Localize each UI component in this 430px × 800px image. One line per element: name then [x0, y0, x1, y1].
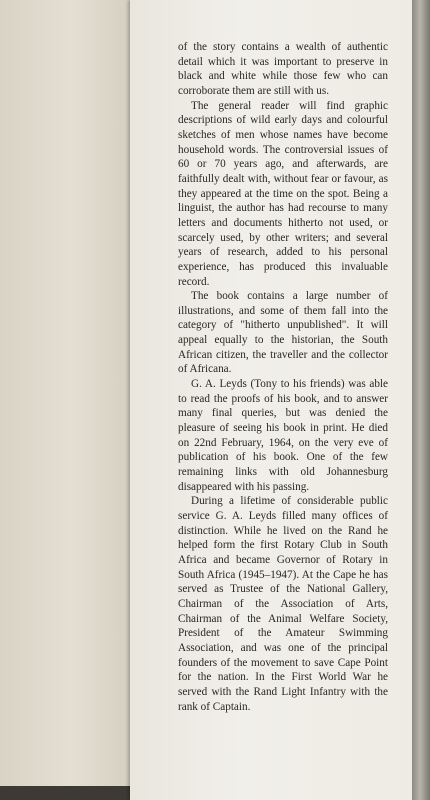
board-edge [0, 786, 130, 800]
paragraph-5: During a lifetime of considerable public service G. A. Leyds filled many offices of distinction. While he lived on the Rand he helped form the first Rotary Club in South Africa and became Governor of Rotary in South Africa (1945–1947). At the Cape he has served as Trustee of the National Gallery, Chairman of the Association of Arts, Chairman of the Animal Welfare Society, President of the Amateur Swimming Association, and was one of the principal founders of the movement to save Cape Point for the nation. In the First World War he served with the Rand Light Infantry with the rank of Captain. [178, 495, 388, 713]
paragraph-4: G. A. Leyds (Tony to his friends) was able to read the proofs of his book, and to answer many final queries, but was denied the pleasure of seeing his book in print. He died on 22nd February, 1964, on the very eve of publication of his book. One of the few remaining links with old Johannesburg disappeared with his passing. [178, 378, 388, 493]
paragraph-2: The general reader will find graphic descriptions of wild early days and colourful sketches of men whose names have become household words. The controversial issues of 60 or 70 years ago, and afterwards, are faithfully dealt with, without fear or favour, as they appeared at the time on the spot. Being a linguist, the author has had recourse to many letters and documents hitherto not used, or scarcely used, by other writers; and several years of research, added to his personal experience, has produced this invaluable record. [178, 99, 388, 288]
jacket-spine-edge [412, 0, 430, 800]
paragraph-1: of the story contains a wealth of authentic detail which it was important to preserve in black and white while those few who can corroborate them are still with us. [178, 41, 388, 97]
paragraph-3: The book contains a large number of illustrations, and some of them fall into the category of "hitherto unpublished". It will appeal equally to the historian, the South African citizen, the traveller and the collector of Africana. [178, 290, 388, 376]
flap-text [178, 40, 388, 714]
endpaper [0, 0, 131, 788]
